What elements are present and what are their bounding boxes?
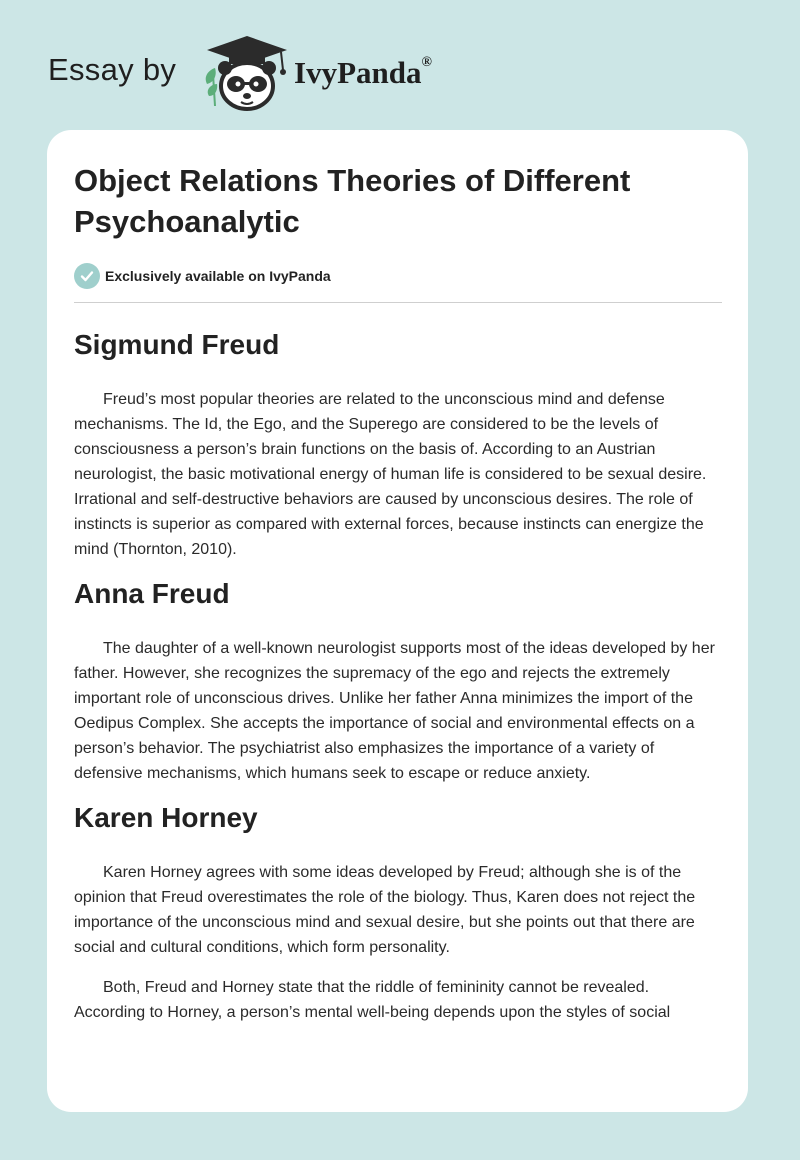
exclusive-badge [74,262,722,290]
paragraph: The daughter of a well-known neurologist supports most of the ideas developed by her father. However, she recognizes the supremacy of the ego and rejects the extremely important role of unconscious drives. Unlike her father Anna minimizes the import of the Oedipus Complex. She accepts the importance of social and environmental effects on a person’s behavior. The psychiatrist also emphasizes the importance of a variety of defensive mechanisms, which humans seek to escape or reduce anxiety. [74,640,715,782]
section-karen-horney [74,800,722,1025]
section-sigmund-freud [74,327,722,562]
site-brand[interactable] [48,28,508,118]
checkmark-icon [74,263,100,289]
panda-logo-icon [201,34,293,112]
title-divider [74,302,722,303]
brand-prefix: Essay by [48,52,177,87]
paragraph: Both, Freud and Horney state that the riddle of femininity cannot be revealed. According to Horney, a person’s mental well-being depends upon the styles of social [74,979,671,1021]
article-title: Object Relations Theories of Different Psychoanalytic [74,163,631,239]
badge-text: Exclusively available on IvyPanda [105,268,331,284]
section-heading: Karen Horney [74,802,258,833]
brand-name: IvyPanda® [294,54,432,90]
section-heading: Anna Freud [74,578,230,609]
section-anna-freud [74,576,722,786]
paragraph: Karen Horney agrees with some ideas developed by Freud; although she is of the opinion that Freud overestimates the role of the biology. Thus, Karen does not reject the importance of the unconscious mind and sexual desire, but she points out that there are social and cultural conditions, which form personality. [74,864,696,956]
article-content [74,160,722,1025]
section-heading: Sigmund Freud [74,329,280,360]
paragraph: Freud’s most popular theories are related to the unconscious mind and defense mechanisms. The Id, the Ego, and the Superego are considered to be the levels of consciousness a person’s brain functions on the basis of. According to an Austrian neurologist, the basic motivational energy of human life is considered to be sexual desire. Irrational and self-destructive behaviors are caused by unconscious desires. The role of instincts is superior as compared with external forces, because instincts can energize the mind (Thornton, 2010). [74,391,707,558]
article-card [47,130,748,1112]
registered-mark: ® [421,54,432,70]
